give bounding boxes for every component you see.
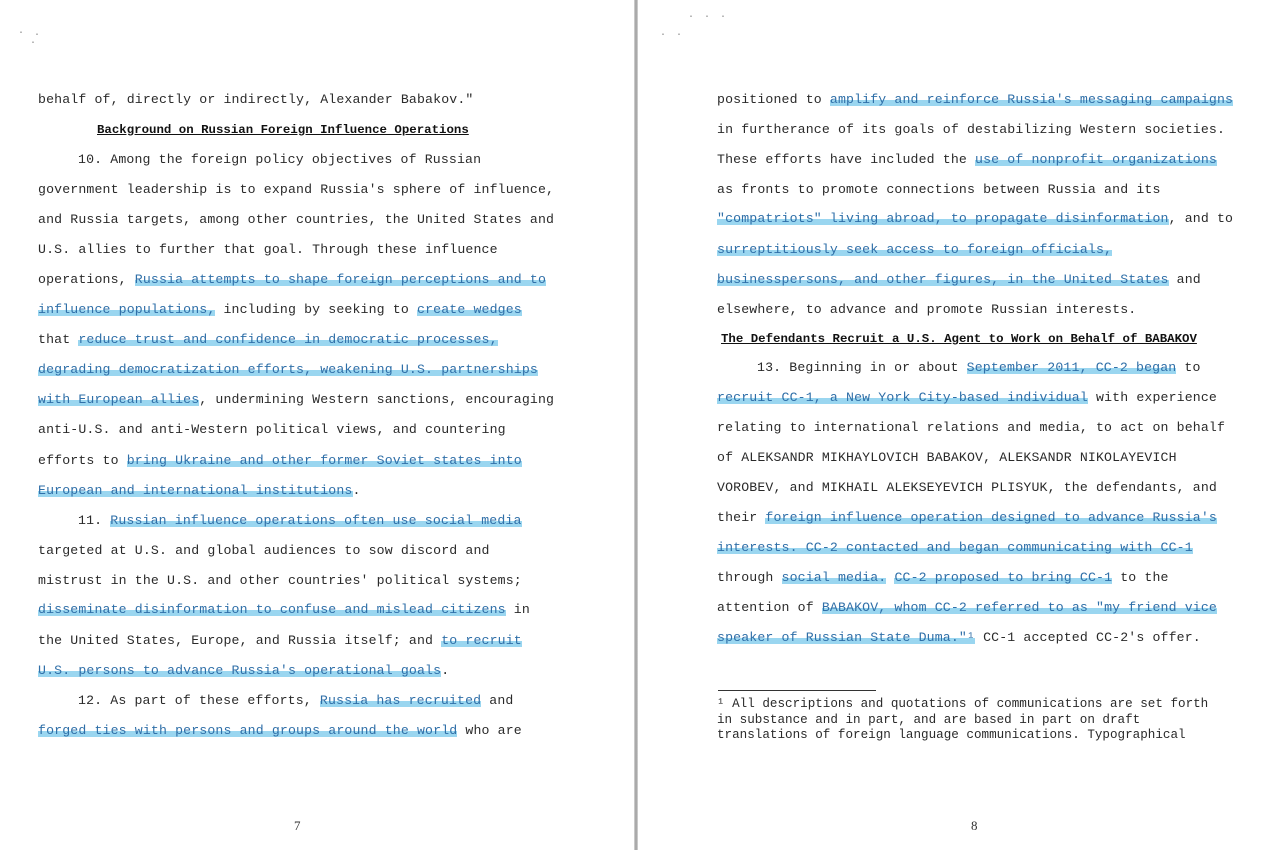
page-number: 8: [971, 818, 978, 833]
highlighted-text: create wedges: [417, 302, 522, 317]
section-heading: The Defendants Recruit a U.S. Agent to Work on Behalf of BABAKOV: [721, 332, 1197, 346]
text-run: behalf of, directly or indirectly, Alexander Babakov.": [38, 92, 474, 107]
highlighted-text: CC-2 proposed to bring CC-1: [894, 570, 1113, 585]
highlighted-text: social media.: [781, 570, 887, 585]
text-run: 13. Beginning in or about: [757, 360, 967, 375]
text-line: [38, 542, 490, 560]
text-run: relating to international relations and media, to act on behalf: [717, 420, 1226, 435]
scan-speck: · ·: [660, 30, 685, 41]
text-line: [38, 421, 506, 439]
highlighted-text: European and international institutions: [38, 483, 353, 498]
footnote-rule: [718, 690, 876, 691]
footnote-line: in substance and in part, and are based in part on draft: [717, 712, 1141, 727]
text-line: [717, 91, 1233, 109]
text-run: who are: [457, 723, 522, 738]
text-run: as fronts to promote connections between Russia and its: [717, 182, 1161, 197]
highlighted-text: influence populations,: [38, 302, 216, 317]
text-run: positioned to: [717, 92, 830, 107]
highlighted-text: reduce trust and confidence in democratic processes,: [78, 332, 498, 347]
text-line: [38, 211, 554, 229]
highlighted-text: forged ties with persons and groups around the world: [38, 723, 458, 738]
highlighted-text: businesspersons, and other figures, in the United States: [717, 272, 1169, 287]
footnote-line: translations of foreign language communications. Typographical: [717, 728, 1186, 742]
highlighted-text: BABAKOV, whom CC-2 referred to as "my friend vice: [821, 600, 1217, 615]
text-run: and: [481, 693, 514, 708]
text-run: the United States, Europe, and Russia itself; and: [38, 633, 442, 648]
text-run: .: [441, 663, 450, 678]
highlighted-text: with European allies: [38, 392, 200, 407]
text-run: attention of: [717, 600, 822, 615]
text-line: [717, 301, 1136, 319]
text-line: [717, 181, 1161, 199]
text-line: [38, 271, 546, 289]
page-gutter: [634, 0, 638, 850]
highlighted-text: September 2011, CC-2 began: [966, 360, 1177, 375]
text-run: 12. As part of these efforts,: [78, 693, 320, 708]
text-run: in: [505, 602, 530, 617]
highlighted-text: recruit CC-1, a New York City-based individual: [717, 390, 1088, 405]
text-run: targeted at U.S. and global audiences to sow discord and: [38, 543, 490, 558]
right-page: [640, 0, 1280, 850]
text-run: in furtherance of its goals of destabilizing Western societies.: [717, 122, 1226, 137]
text-line: [38, 241, 498, 259]
text-run: to: [1176, 360, 1201, 375]
highlighted-text: use of nonprofit organizations: [975, 152, 1217, 167]
text-run: of ALEKSANDR MIKHAYLOVICH BABAKOV, ALEKSANDR NIKOLAYEVICH: [717, 450, 1177, 465]
footnote-line: ¹ All descriptions and quotations of communications are set forth: [717, 697, 1209, 711]
text-run: and Russia targets, among other countries, the United States and: [38, 212, 555, 227]
text-run: government leadership is to expand Russia's sphere of influence,: [38, 182, 555, 197]
text-run: to the: [1112, 570, 1169, 585]
text-run: CC-1 accepted CC-2's offer.: [975, 630, 1201, 645]
highlighted-text: "compatriots" living abroad, to propagate disinformation: [717, 211, 1169, 226]
highlighted-text: surreptitiously seek access to foreign officials,: [717, 242, 1113, 257]
text-run: through: [717, 570, 782, 585]
text-line: [757, 359, 1201, 377]
text-line: [38, 601, 530, 619]
text-run: 10. Among the foreign policy objectives of Russian: [78, 152, 482, 167]
section-heading: Background on Russian Foreign Influence Operations: [97, 123, 469, 137]
text-line: [717, 569, 1169, 587]
text-run: 11.: [78, 513, 111, 528]
text-run: VOROBEV, and MIKHAIL ALEKSEYEVICH PLISYUK, the defendants, and: [717, 480, 1217, 495]
text-line: [717, 599, 1217, 617]
text-line: [38, 331, 498, 349]
text-line: [717, 629, 1201, 647]
highlighted-text: Russian influence operations often use social media: [110, 513, 522, 528]
text-line: [38, 301, 522, 319]
highlighted-text: speaker of Russian State Duma."¹: [717, 630, 976, 645]
text-run: their: [717, 510, 766, 525]
highlighted-text: interests. CC-2 contacted and began communicating with CC-1: [717, 540, 1193, 555]
text-line: [717, 479, 1217, 497]
text-run: mistrust in the U.S. and other countries' political systems;: [38, 573, 522, 588]
text-run: and: [1168, 272, 1201, 287]
text-run: that: [38, 332, 79, 347]
scan-speck: · · ·: [688, 12, 729, 23]
scan-speck: ·: [30, 38, 39, 49]
text-line: [38, 482, 361, 500]
highlighted-text: U.S. persons to advance Russia's operational goals: [38, 663, 442, 678]
text-run: including by seeking to: [215, 302, 418, 317]
highlighted-text: Russia attempts to shape foreign perceptions and to: [134, 272, 547, 287]
text-line: [717, 539, 1193, 557]
text-line: [38, 391, 554, 409]
highlighted-text: foreign influence operation designed to advance Russia's: [765, 510, 1217, 525]
text-line: [717, 151, 1217, 169]
highlighted-text: Russia has recruited: [319, 693, 482, 708]
text-run: .: [352, 483, 361, 498]
text-line: [38, 662, 449, 680]
text-line: [717, 121, 1225, 139]
text-line: [717, 389, 1217, 407]
text-line: [717, 509, 1217, 527]
text-line: [78, 512, 522, 530]
highlighted-text: degrading democratization efforts, weakening U.S. partnerships: [38, 362, 538, 377]
text-line: [78, 692, 513, 710]
text-run: operations,: [38, 272, 135, 287]
highlighted-text: disseminate disinformation to confuse and mislead citizens: [38, 602, 506, 617]
page-number: 7: [294, 818, 301, 833]
text-line: [38, 452, 522, 470]
text-run: efforts to: [38, 453, 127, 468]
highlighted-text: to recruit: [441, 633, 522, 648]
left-page: [0, 0, 636, 850]
text-line: [38, 632, 522, 650]
highlighted-text: bring Ukraine and other former Soviet states into: [126, 453, 522, 468]
text-line: [717, 241, 1112, 259]
text-run: , undermining Western sanctions, encouraging: [199, 392, 555, 407]
text-line: [717, 210, 1233, 228]
highlighted-text: amplify and reinforce Russia's messaging campaigns: [829, 92, 1234, 107]
text-line: [38, 361, 538, 379]
text-line: [38, 91, 473, 109]
text-run: These efforts have included the: [717, 152, 976, 167]
text-line: [38, 572, 522, 590]
text-run: , and to: [1168, 211, 1234, 226]
text-run: elsewhere, to advance and promote Russian interests.: [717, 302, 1137, 317]
text-line: [78, 151, 481, 169]
text-line: [717, 419, 1225, 437]
text-line: [38, 181, 554, 199]
scan-speck: · .: [18, 28, 43, 39]
text-line: [717, 271, 1201, 289]
text-line: [717, 449, 1177, 467]
text-run: with experience: [1087, 390, 1217, 405]
text-run: U.S. allies to further that goal. Through these influence: [38, 242, 498, 257]
text-line: [38, 722, 522, 740]
text-run: anti-U.S. and anti-Western political views, and countering: [38, 422, 506, 437]
